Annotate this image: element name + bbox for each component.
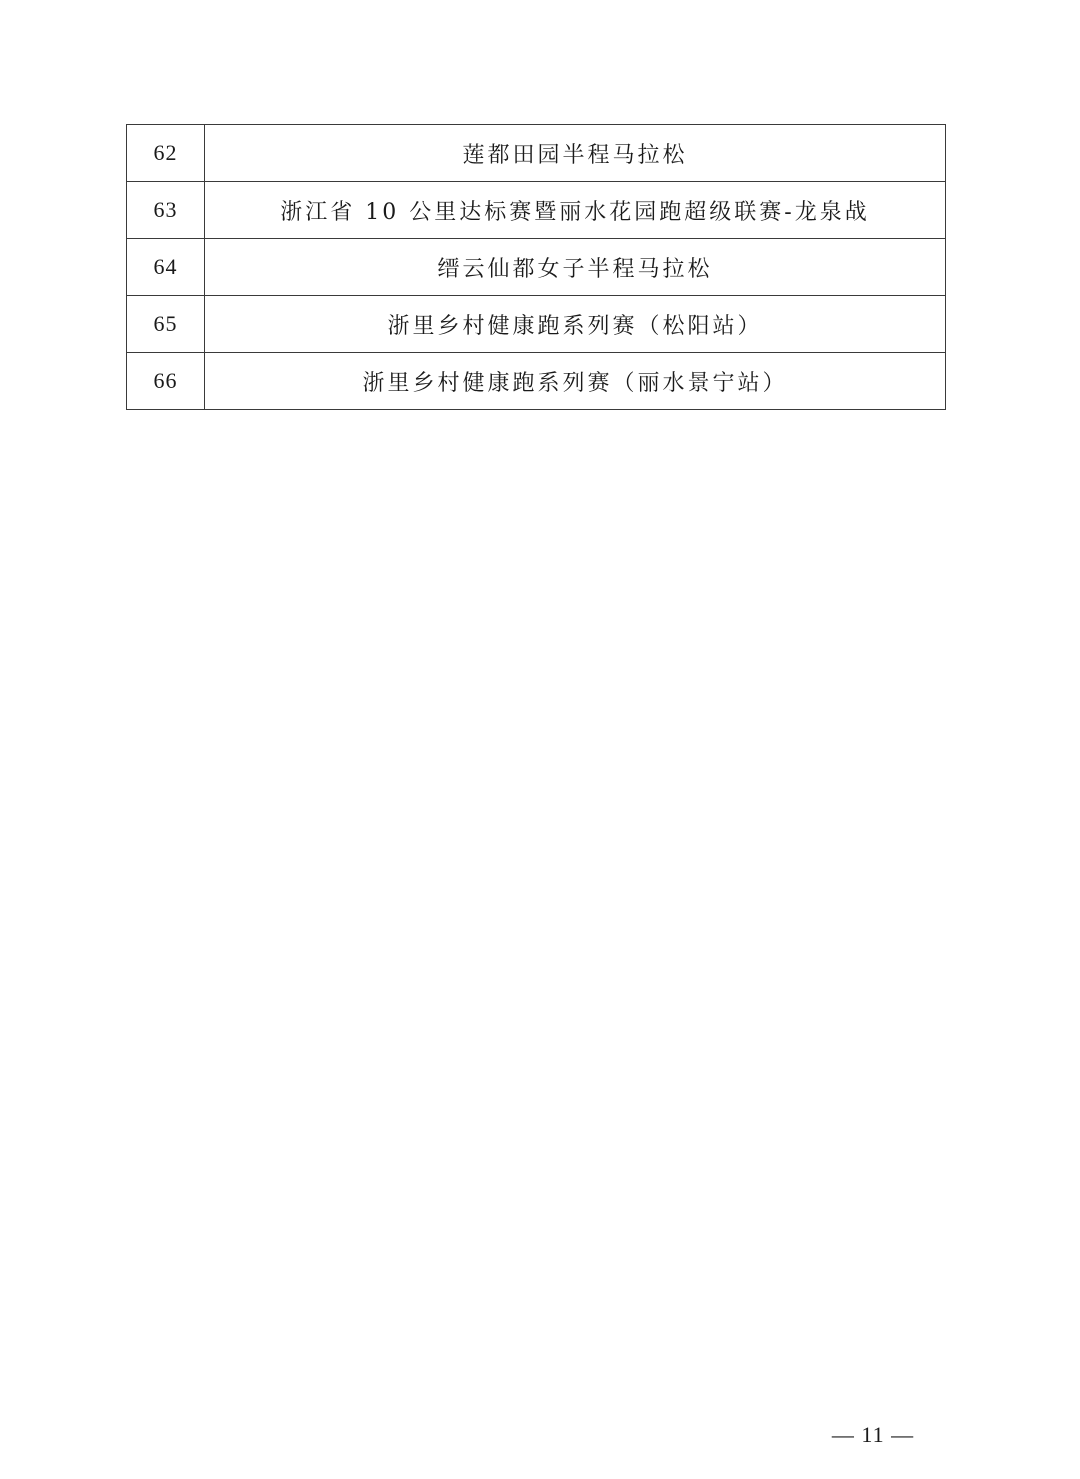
table-row <box>127 182 946 239</box>
event-name: 莲都田园半程马拉松 <box>205 125 946 182</box>
table-row <box>127 353 946 410</box>
table-row <box>127 296 946 353</box>
row-number: 66 <box>127 353 205 410</box>
event-name: 浙江省 10 公里达标赛暨丽水花园跑超级联赛-龙泉战 <box>205 182 946 239</box>
events-table <box>126 124 946 410</box>
table-row <box>127 125 946 182</box>
page-number: — 11 — <box>831 1422 915 1447</box>
event-name: 浙里乡村健康跑系列赛（松阳站） <box>205 296 946 353</box>
table-row <box>127 239 946 296</box>
event-name: 浙里乡村健康跑系列赛（丽水景宁站） <box>205 353 946 410</box>
row-number: 64 <box>127 239 205 296</box>
row-number: 62 <box>127 125 205 182</box>
event-name: 缙云仙都女子半程马拉松 <box>205 239 946 296</box>
row-number: 63 <box>127 182 205 239</box>
row-number: 65 <box>127 296 205 353</box>
